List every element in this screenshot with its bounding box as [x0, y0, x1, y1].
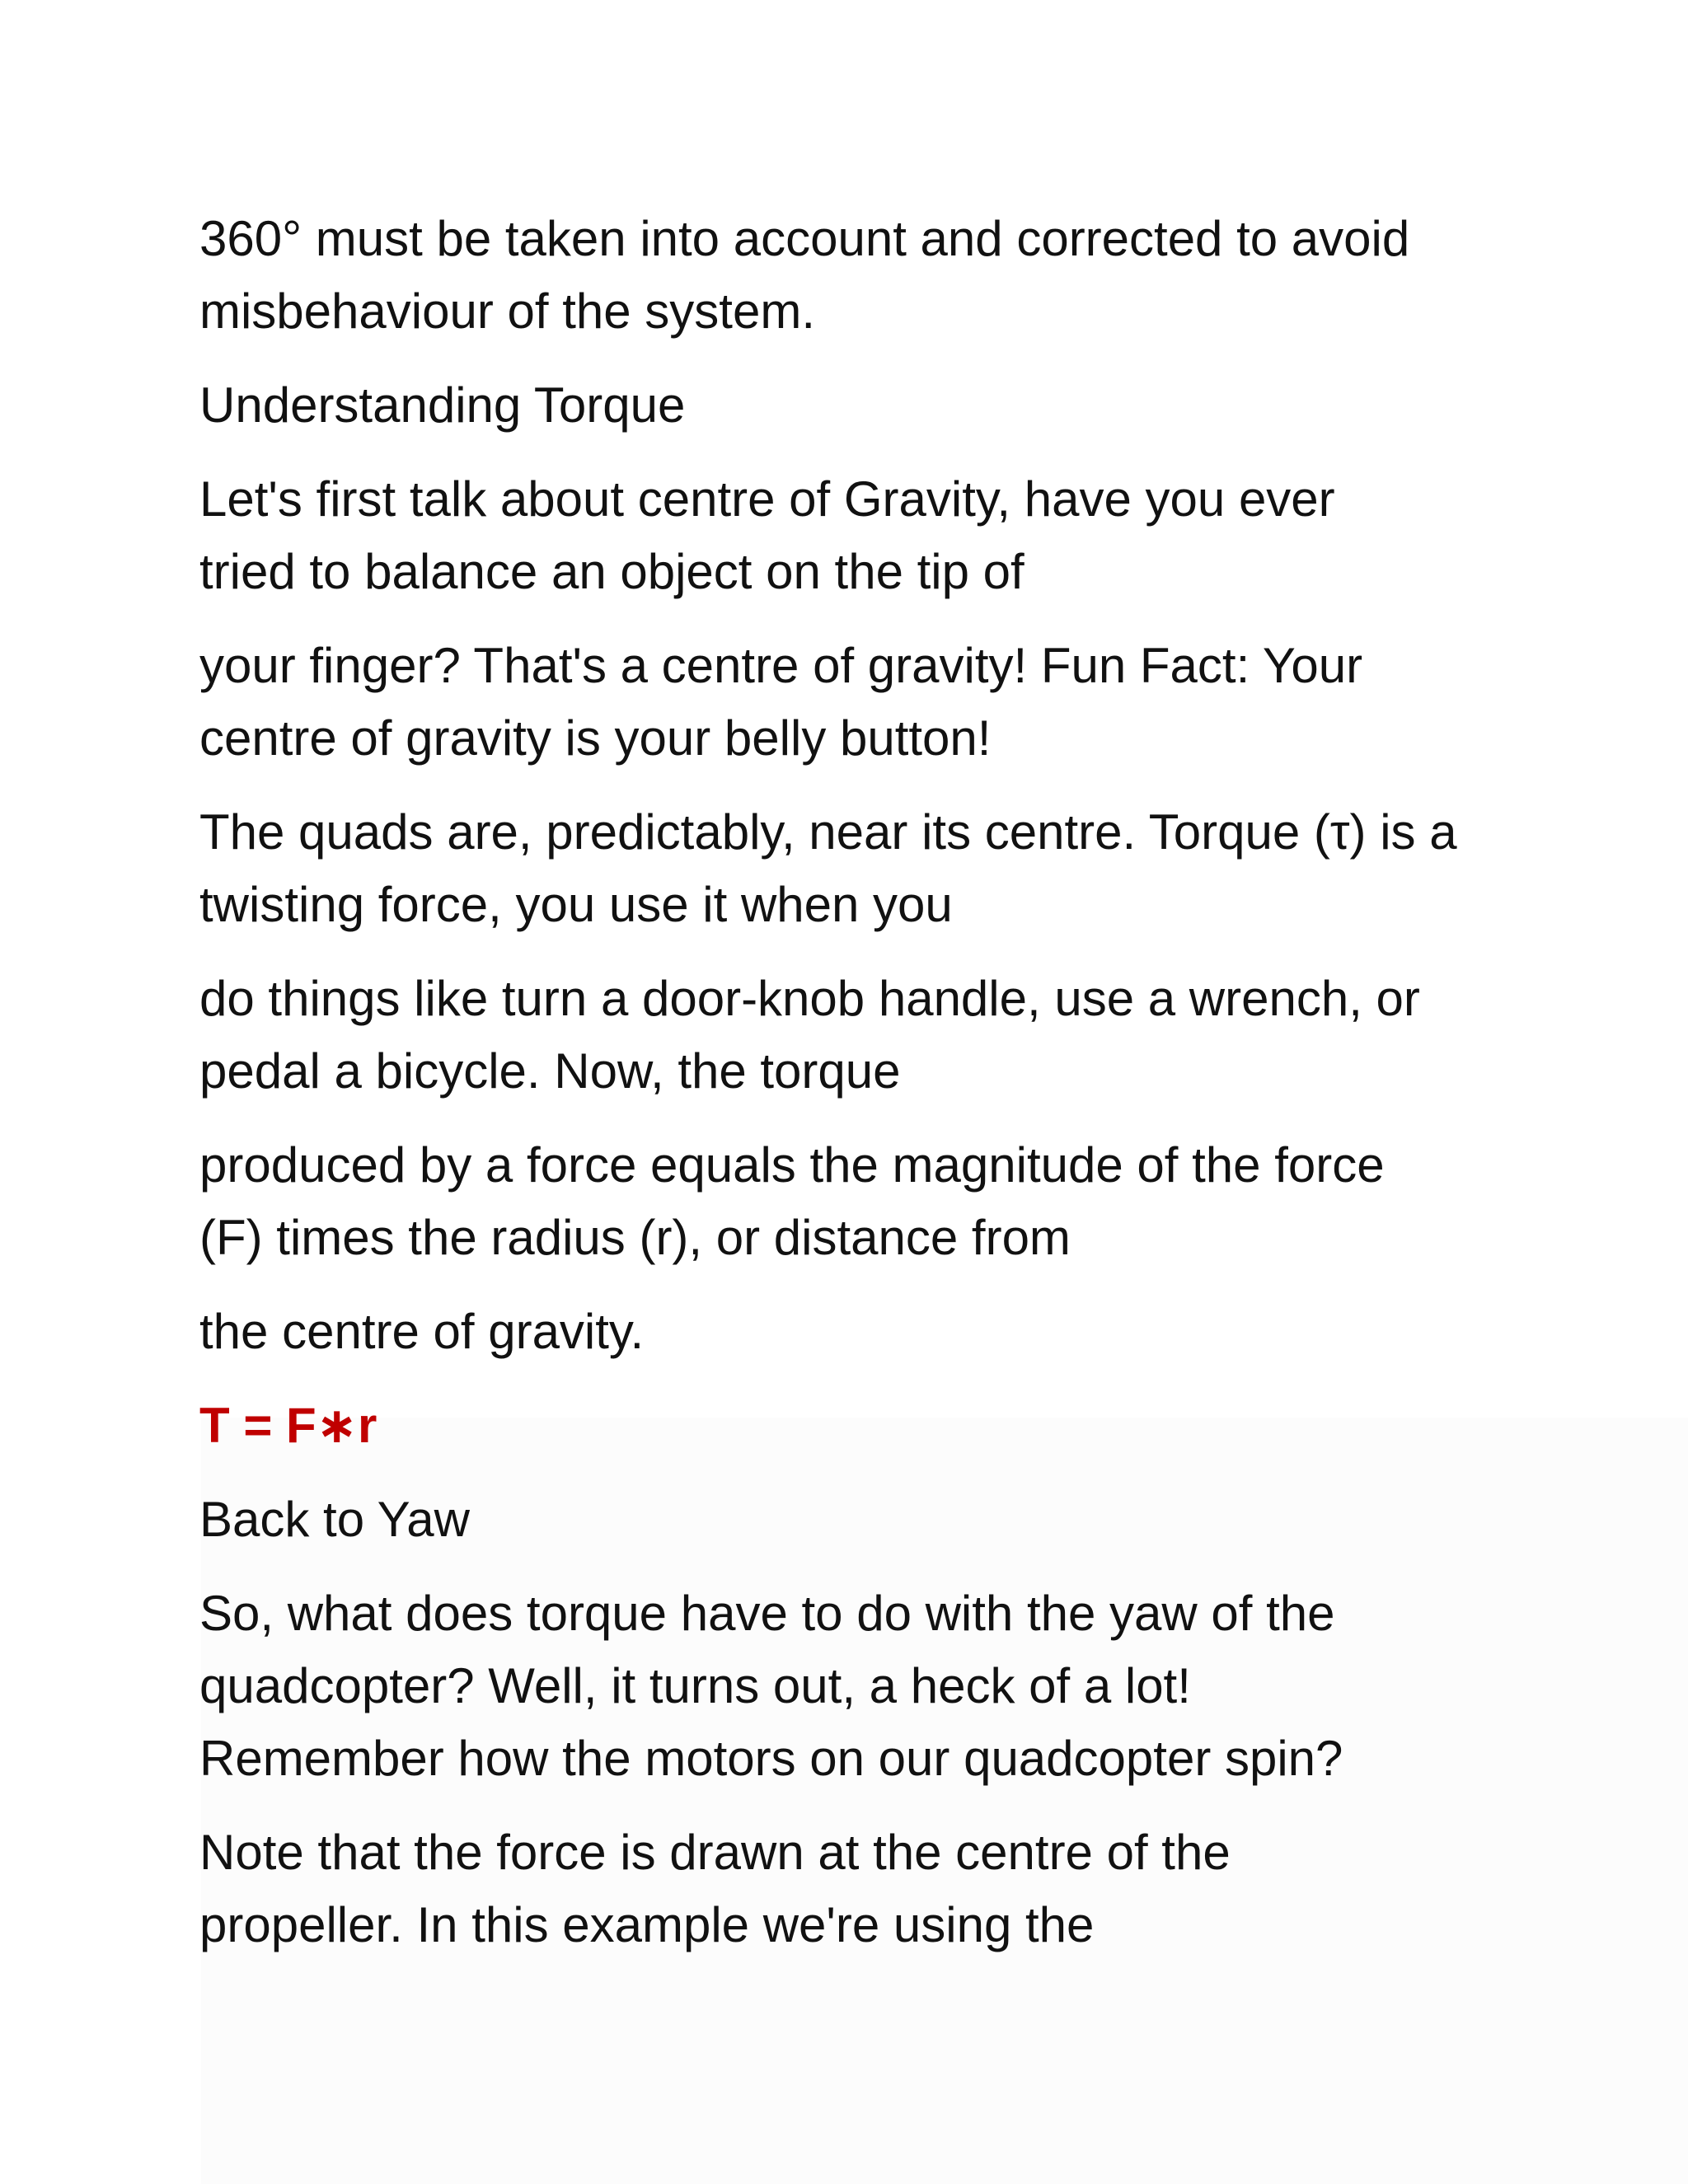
text-line: pedal a bicycle. Now, the torque — [199, 1043, 901, 1099]
paragraph-yaw-question — [199, 1577, 1535, 1795]
paragraph-propeller-force — [199, 1816, 1535, 1961]
document-page — [199, 203, 1535, 1983]
heading-back-to-yaw — [199, 1483, 1535, 1556]
text-line: (F) times the radius (r), or distance from — [199, 1210, 1071, 1265]
text-line: twisting force, you use it when you — [199, 877, 953, 932]
text-line: do things like turn a door-knob handle, use a wrench, or — [199, 971, 1420, 1026]
text-line: produced by a force equals the magnitude of the force — [199, 1137, 1385, 1193]
text-line: Note that the force is drawn at the centre of the — [199, 1825, 1231, 1880]
paragraph-centre-of-gravity-end — [199, 1296, 1535, 1368]
paragraph-torque-definition — [199, 796, 1535, 941]
paragraph-torque-formula-explanation — [199, 1129, 1535, 1274]
heading-understanding-torque — [199, 369, 1535, 442]
paragraph-centre-of-gravity — [199, 463, 1535, 608]
text-line: your finger? That's a centre of gravity! Fun Fact: Your — [199, 638, 1363, 693]
text-line: Let's first talk about centre of Gravity, have you ever — [199, 471, 1335, 527]
text-line: tried to balance an object on the tip of — [199, 544, 1025, 599]
text-line: quadcopter? Well, it turns out, a heck of a lot! — [199, 1658, 1191, 1713]
formula-text: T = F∗r — [199, 1398, 377, 1453]
text-line: The quads are, predictably, near its centre. Torque (τ) is a — [199, 804, 1457, 860]
text-line: Remember how the motors on our quadcopter spin? — [199, 1731, 1343, 1786]
text-line: Back to Yaw — [199, 1492, 470, 1547]
text-line: the centre of gravity. — [199, 1304, 645, 1359]
text-line: So, what does torque have to do with the yaw of the — [199, 1586, 1335, 1641]
torque-formula — [199, 1390, 1535, 1462]
text-line: 360° must be taken into account and corrected to avoid — [199, 211, 1410, 266]
text-line: misbehaviour of the system. — [199, 284, 815, 339]
text-line: Understanding Torque — [199, 377, 686, 433]
paragraph-angle-correction — [199, 203, 1535, 348]
paragraph-torque-examples — [199, 963, 1535, 1108]
text-line: propeller. In this example we're using the — [199, 1897, 1095, 1952]
text-line: centre of gravity is your belly button! — [199, 710, 992, 766]
paragraph-fun-fact — [199, 630, 1535, 775]
